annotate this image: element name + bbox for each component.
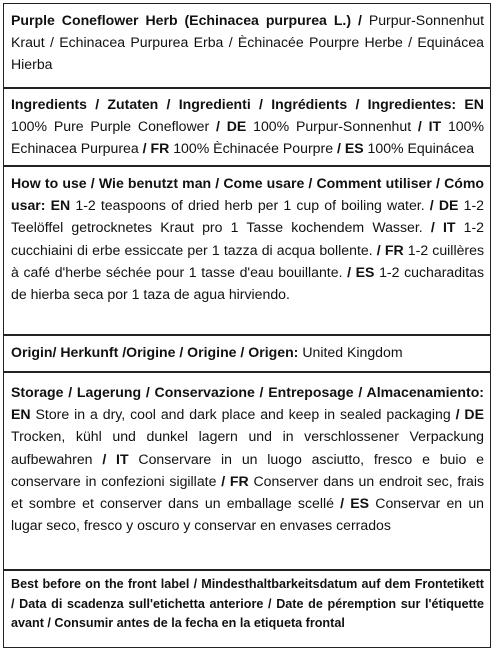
ingredients-text-en: 100% Pure Purple Coneflower <box>11 118 210 135</box>
how-to-use-lang-es: ES <box>355 263 375 280</box>
how-to-use-text-fr: 1-2 cuillères à café d'herbe séchée pour 1 tasse d'eau bouillante. <box>11 241 484 280</box>
how-to-use-text-en: 1-2 teaspoons of dried herb per 1 cup of boiling water. <box>75 197 425 214</box>
origin-section <box>4 341 490 363</box>
product-label <box>3 3 491 648</box>
divider <box>4 569 490 571</box>
ingredients-lang-en: EN <box>464 96 484 112</box>
how-to-use-lang-fr: FR <box>384 241 404 258</box>
how-to-use-section: How to use / Wie benutzt man / Come usare / Comment utiliser / Cómo usar: EN 1-2 teaspoons of dried herb per 1 cup of boiling water. / DE 1-2 Teelöffel getrocknetes Kraut pro 1 Tasse kochendem Wasser. / IT 1-2 cucchiaini di erbe essiccate per 1 tazza di acqua bollente. / FR 1-2 cuillères à café d'herbe séchée pour 1 tasse d'eau bouillante. / ES 1-2 cucharaditas de hierba seca por 1 taza de agua hirviendo. <box>11 175 484 303</box>
ingredients-text-it: 100% Echinacea Purpurea <box>11 118 485 157</box>
ingredients-heading: Ingredients / Zutaten / Ingredienti / Ingrédients / Ingredientes: <box>11 96 457 112</box>
ingredients-text-es: 100% Equinácea <box>367 140 475 157</box>
best-before-section <box>4 575 490 634</box>
storage-text-de: Trocken, kühl und dunkel lagern und in verschlossener Verpackung aufbewahren <box>11 428 484 467</box>
best-before-text: Best before on the front label / Mindesthaltbarkeitsdatum auf dem Frontetikett / Data di scadenza sull'etichetta anteriore / Date de péremption sur l'étiquette avant / Consumir antes de la fecha en la etiqueta frontal <box>11 577 484 631</box>
origin-heading: Origin/ Herkunft /Origine / Origine / Origen: <box>11 344 299 360</box>
how-to-use-lang-en: EN <box>50 197 71 214</box>
ingredients-lang-de: DE <box>226 118 247 135</box>
origin-value: United Kingdom <box>302 344 403 360</box>
ingredients-lang-it: IT <box>428 118 442 135</box>
storage-lang-fr: FR <box>229 472 249 489</box>
how-to-use-lang-it: IT <box>442 219 456 236</box>
how-to-use-text-de: 1-2 Teelöffel getrocknetes Kraut pro 1 Tasse kochendem Wasser. <box>11 197 484 236</box>
ingredients-text-fr: 100% Èchinacée Pourpre <box>173 140 334 157</box>
divider <box>4 371 490 373</box>
storage-section: Storage / Lagerung / Conservazione / Entreposage / Almacenamiento: EN Store in a dry, cool and dark place and keep in sealed packaging / DE Trocken, kühl und dunkel lagern und in verschlossener Verpackung aufbewahren / IT Conservare in un luogo asciutto, fresco e buio e conservare in confezioni sigillate / FR Conserver dans un endroit sec, frais et sombre et conserver dans un emballage scellé / ES Conservar en un lugar seco, fresco y oscuro y conservar en envases cerrados <box>11 384 485 534</box>
product-name-section <box>4 9 490 76</box>
storage-text-en: Store in a dry, cool and dark place and keep in sealed packaging <box>35 406 451 423</box>
storage-text-es: Conservar en un lugar seco, fresco y oscuro y conservar en envases cerrados <box>11 495 484 534</box>
divider <box>4 165 490 167</box>
divider <box>4 87 490 89</box>
how-to-use-heading: How to use / Wie benutzt man / Come usare / Comment utiliser / Cómo usar: <box>11 175 484 214</box>
divider <box>4 334 490 336</box>
storage-lang-es: ES <box>350 495 370 512</box>
product-name: Purple Coneflower Herb (Echinacea purpurea L.) <box>11 12 352 28</box>
product-name-translations: Purpur-Sonnenhut Kraut / Echinacea Purpurea Erba / Èchinacée Pourpre Herbe / Equinácea Hierba <box>11 12 484 73</box>
how-to-use-text-es: 1-2 cucharaditas de hierba seca por 1 taza de agua hirviendo. <box>11 263 484 303</box>
ingredients-section: Ingredients / Zutaten / Ingredienti / Ingrédients / Ingredientes: EN 100% Pure Purple Coneflower / DE 100% Purpur-Sonnenhut / IT 100% Echinacea Purpurea / FR 100% Èchinacée Pourpre / ES 100% Equinácea <box>11 96 485 157</box>
ingredients-text-de: 100% Purpur-Sonnenhut <box>253 118 412 135</box>
storage-text-fr: Conserver dans un endroit sec, frais et sombre et conserver dans un emballage scellé <box>11 472 485 512</box>
storage-text-it: Conservare in un luogo asciutto, fresco e buio e conservare in confezioni sigillate <box>11 450 484 489</box>
how-to-use-lang-de: DE <box>438 197 459 214</box>
product-name-separator: / <box>351 12 369 28</box>
ingredients-lang-fr: FR <box>150 140 170 157</box>
storage-lang-it: IT <box>116 450 129 467</box>
how-to-use-text-it: 1-2 cucchiaini di erbe essiccate per 1 tazza di acqua bollente. <box>11 219 484 258</box>
storage-lang-de: DE <box>464 406 485 423</box>
ingredients-lang-es: ES <box>344 140 364 157</box>
storage-lang-en: EN <box>11 406 31 423</box>
storage-heading: Storage / Lagerung / Conservazione / Entreposage / Almacenamiento: <box>11 384 484 400</box>
